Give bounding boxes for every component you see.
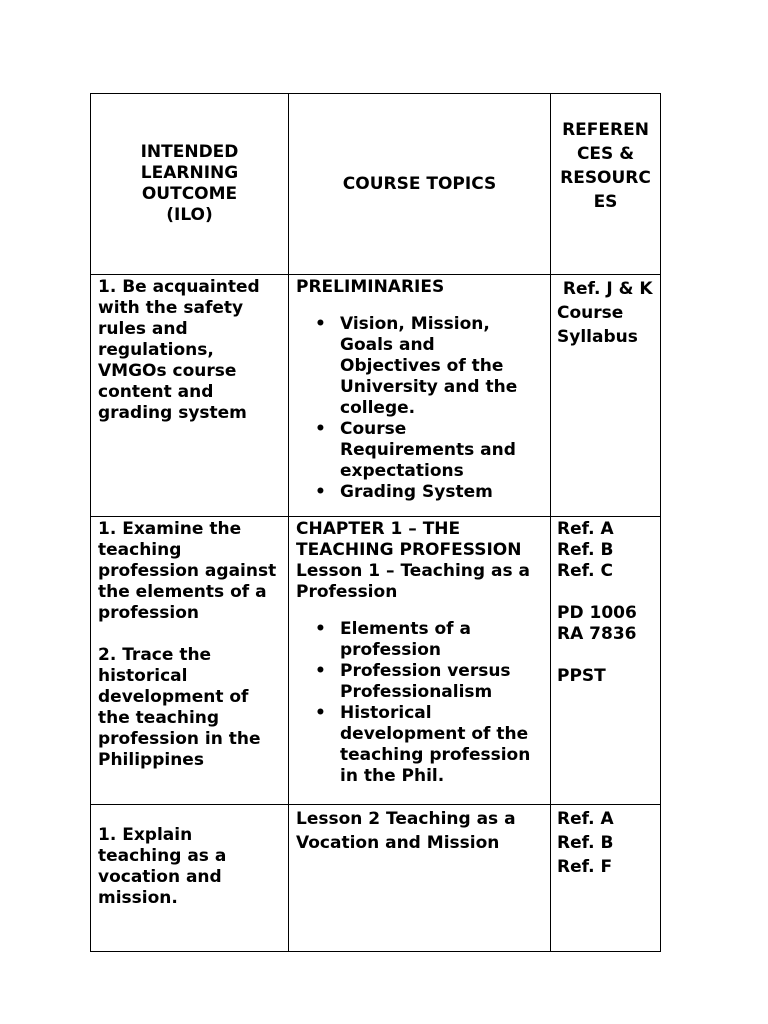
bullet-text: University and the: [340, 377, 518, 397]
ref-line: Ref. A: [557, 809, 614, 829]
header-refs-line: ES: [593, 192, 618, 212]
bullet-icon: •: [315, 314, 326, 334]
header-refs-line: REFEREN: [562, 120, 649, 140]
lesson-title: Lesson 2 Teaching as a: [296, 809, 516, 829]
ilo-line: vocation and: [98, 867, 222, 887]
ref-line: Syllabus: [557, 327, 638, 347]
ilo-line: rules and: [98, 319, 188, 339]
refs-cell: [551, 275, 661, 517]
ilo-cell: [91, 275, 289, 517]
bullet-text: Grading System: [340, 482, 493, 502]
ilo-line: 1. Explain: [98, 825, 193, 845]
topic-title: PRELIMINARIES: [296, 277, 445, 297]
lesson-title: Profession: [296, 582, 398, 602]
header-refs-line: CES &: [576, 144, 635, 164]
chapter-title: TEACHING PROFESSION: [296, 540, 522, 560]
ilo-cell: [91, 805, 289, 952]
ref-line: Ref. B: [557, 540, 614, 560]
header-ilo-line: INTENDED: [140, 142, 239, 162]
table-row: [91, 805, 661, 952]
bullet-icon: •: [315, 482, 326, 502]
ilo-line: profession: [98, 603, 200, 623]
topic-list: [296, 619, 544, 787]
ilo-cell: [91, 517, 289, 805]
ilo-line: teaching as a: [98, 846, 227, 866]
ref-line: PPST: [557, 666, 606, 686]
header-ilo: [91, 94, 289, 275]
list-item: [315, 419, 544, 482]
bullet-text: in the Phil.: [340, 766, 445, 786]
bullet-text: Professionalism: [340, 682, 493, 702]
bullet-icon: •: [315, 619, 326, 639]
ilo-line: regulations,: [98, 340, 214, 360]
bullet-text: Requirements and: [340, 440, 516, 460]
bullet-text: expectations: [340, 461, 464, 481]
ilo-line: profession against: [98, 561, 277, 581]
ref-line: Ref. F: [557, 857, 613, 877]
refs-cell: [551, 805, 661, 952]
bullet-text: Profession versus: [340, 661, 511, 681]
ilo-line: VMGOs course: [98, 361, 237, 381]
bullet-text: Objectives of the: [340, 356, 504, 376]
table-row: [91, 517, 661, 805]
paragraph-gap: [98, 624, 282, 645]
bullet-icon: •: [315, 419, 326, 439]
ilo-line: development of: [98, 687, 249, 707]
header-ilo-line: LEARNING: [140, 163, 239, 183]
ref-line: Ref. A: [557, 519, 614, 539]
syllabus-table: [90, 93, 661, 952]
ilo-line: profession in the: [98, 729, 261, 749]
ilo-line: the teaching: [98, 708, 220, 728]
header-references: [551, 94, 661, 275]
topic-list: [296, 314, 544, 503]
header-refs-line: RESOURC: [560, 168, 651, 188]
ref-line: RA 7836: [557, 624, 637, 644]
bullet-text: Course: [340, 419, 407, 439]
ref-line: Ref. B: [557, 833, 614, 853]
bullet-text: teaching profession: [340, 745, 531, 765]
paragraph-gap: [557, 582, 656, 603]
ilo-line: historical: [98, 666, 188, 686]
ilo-line: Philippines: [98, 750, 204, 770]
lesson-title: Lesson 1 – Teaching as a: [296, 561, 530, 581]
ilo-line: grading system: [98, 403, 247, 423]
topics-cell: [289, 805, 551, 952]
list-item: [315, 619, 544, 661]
list-item: [315, 314, 544, 419]
header-topics-label: COURSE TOPICS: [342, 173, 497, 194]
table-row: [91, 275, 661, 517]
ilo-line: the elements of a: [98, 582, 267, 602]
ref-line: PD 1006: [557, 603, 637, 623]
bullet-text: Vision, Mission,: [340, 314, 490, 334]
topics-cell: [289, 275, 551, 517]
ref-line: Ref. C: [557, 561, 613, 581]
list-item: [315, 703, 544, 787]
ref-line: Course: [557, 303, 624, 323]
ref-line: Ref. J & K: [557, 279, 653, 299]
topics-cell: [289, 517, 551, 805]
ilo-line: content and: [98, 382, 214, 402]
ilo-line: 2. Trace the: [98, 645, 212, 665]
header-course-topics: [289, 94, 551, 275]
ilo-line: 1. Examine the: [98, 519, 242, 539]
list-item: [315, 661, 544, 703]
lesson-title: Vocation and Mission: [296, 833, 500, 853]
header-ilo-line: (ILO): [166, 205, 213, 225]
bullet-text: Elements of a: [340, 619, 471, 639]
bullet-text: profession: [340, 640, 442, 660]
bullet-icon: •: [315, 703, 326, 723]
bullet-icon: •: [315, 661, 326, 681]
bullet-text: college.: [340, 398, 416, 418]
paragraph-gap: [557, 645, 656, 666]
header-row: [91, 94, 661, 275]
bullet-text: development of the: [340, 724, 529, 744]
ilo-line: mission.: [98, 888, 178, 908]
refs-cell: [551, 517, 661, 805]
list-item: [315, 482, 544, 503]
bullet-text: Historical: [340, 703, 432, 723]
ilo-line: teaching: [98, 540, 182, 560]
header-ilo-line: OUTCOME: [141, 184, 238, 204]
ilo-line: with the safety: [98, 298, 244, 318]
chapter-title: CHAPTER 1 – THE: [296, 519, 461, 539]
bullet-text: Goals and: [340, 335, 435, 355]
ilo-line: 1. Be acquainted: [98, 277, 260, 297]
